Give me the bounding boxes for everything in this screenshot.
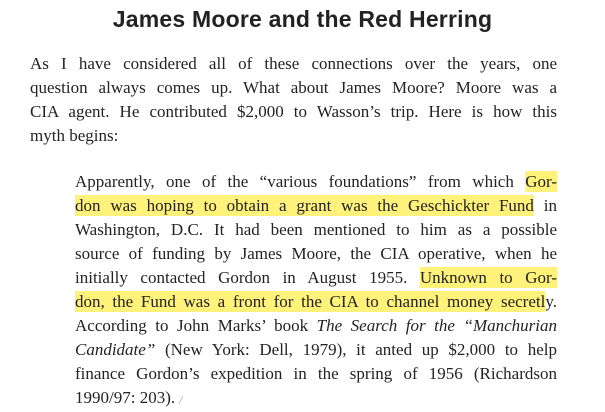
highlighted-text: don, the Fund was a front for the CIA to channel money secretl: [75, 292, 546, 311]
quote-line: [75, 387, 557, 409]
quote-text: (New York: Dell, 1979), it anted up $2,000 to help: [155, 340, 557, 359]
highlighted-text: Gor-: [525, 172, 557, 191]
quote-text: Apparently, one of the “various foundations” from which: [75, 172, 526, 191]
paragraph-line: myth begins:: [30, 126, 119, 145]
quote-text: initially contacted Gordon in August 1955.: [75, 268, 420, 287]
quote-line: [75, 195, 557, 217]
quote-line: [75, 315, 557, 337]
highlighted-text: don was hoping to obtain a grant was the Geschickter Fund: [75, 196, 534, 215]
book-title-text: Candidate”: [75, 340, 156, 359]
annotation-mark: /: [179, 395, 183, 406]
paragraph-line: CIA agent. He contributed $2,000 to Wasson’s trip. Here is how this: [30, 102, 557, 121]
quote-text: According to John Marks’ book: [75, 316, 317, 335]
paragraph-line: As I have considered all of these connections over the years, one: [30, 54, 557, 73]
quote-text: in: [533, 196, 557, 215]
quote-line: Washington, D.C. It had been mentioned to him as a possible: [75, 220, 557, 239]
quote-line: finance Gordon’s expedition in the spring of 1956 (Richardson: [75, 364, 557, 383]
book-title-text: The Search for the “Manchurian: [316, 316, 557, 335]
quote-line: [75, 291, 557, 313]
quote-text: 1990/97: 203).: [75, 388, 176, 407]
quote-line: [75, 171, 557, 193]
highlighted-text: Unknown to Gor-: [419, 268, 557, 287]
quote-line: [75, 339, 557, 361]
quote-line: source of funding by James Moore, the CIA operative, when he: [75, 244, 557, 263]
section-heading: James Moore and the Red Herring: [112, 6, 493, 32]
quote-line: [75, 267, 557, 289]
quote-text: y.: [545, 292, 557, 311]
paragraph-line: question always comes up. What about James Moore? Moore was a: [30, 78, 557, 97]
